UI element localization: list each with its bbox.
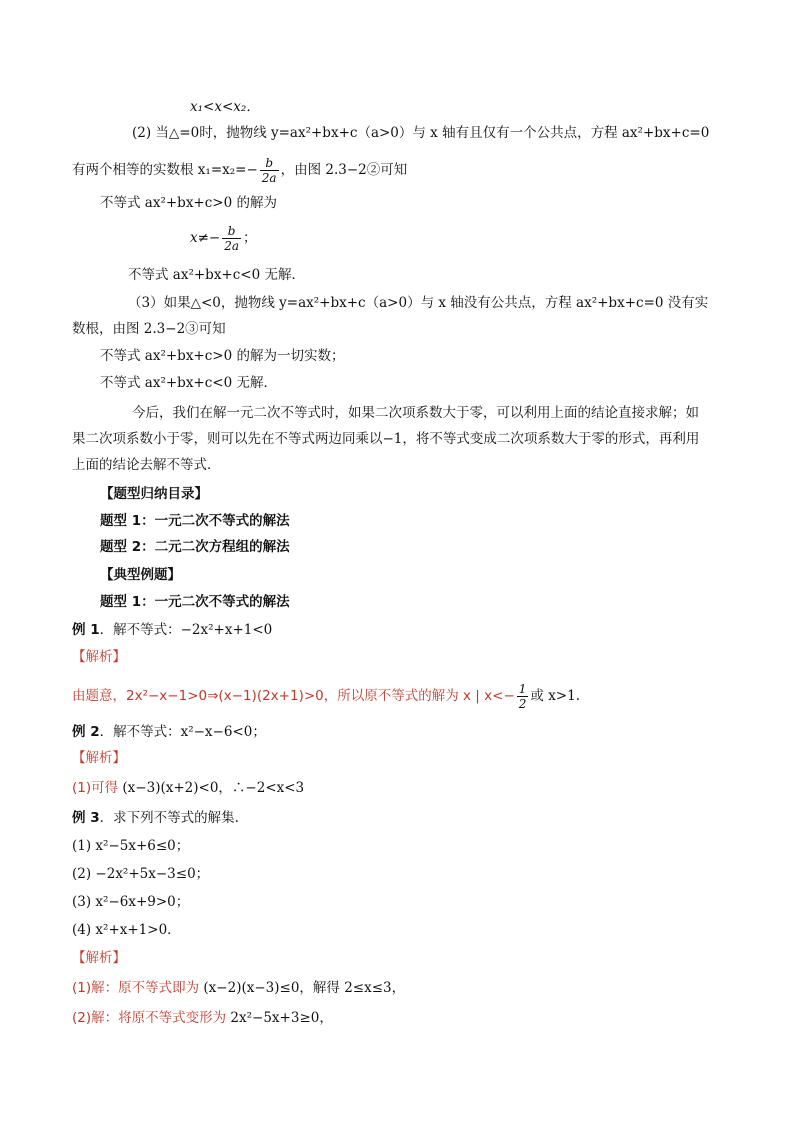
fraction: [517, 682, 529, 711]
text-line: 数根，由图 2.3−2③可知: [72, 321, 226, 337]
text-line: 不等式 ax²+bx+c>0 的解为: [100, 195, 277, 211]
text-span: (1)解：原不等式即为: [72, 980, 200, 996]
solution-tag: 【解析】: [72, 950, 126, 966]
solution-line: [72, 978, 405, 998]
section-heading: 题型 1：一元二次不等式的解法: [100, 594, 290, 610]
example-line: [72, 808, 239, 828]
text-span: 由题意，2x²−x−1>0⇒(x−1)(2x+1)>0，所以原不等式的解为 x | x<−: [72, 688, 515, 704]
solution-tag: 【解析】: [72, 750, 126, 766]
text-span: ，由图 2.3−2②可知: [280, 162, 408, 178]
text-span: 或 x>1.: [530, 688, 581, 704]
solution-line: [72, 1008, 333, 1028]
fraction: [222, 224, 241, 253]
text-span: ；: [243, 230, 257, 246]
text-span: x≠−: [190, 230, 221, 246]
example-text: ．解不等式：x²−x−6<0；: [99, 724, 266, 740]
example-text: ．求下列不等式的解集.: [99, 810, 239, 826]
example-label: 例 1: [72, 622, 100, 638]
text-span: 有两个相等的实数根 x₁=x₂=−: [72, 162, 258, 178]
section-heading: 题型 1：一元二次不等式的解法: [100, 513, 290, 529]
text-line: x₁<x<x₂．: [190, 99, 260, 115]
text-line: 不等式 ax²+bx+c<0 无解．: [100, 375, 277, 391]
example-line: [72, 722, 266, 742]
problem-item: (3) x²−6x+9>0；: [72, 894, 190, 910]
example-label: 例 2: [72, 724, 100, 740]
fraction: [260, 156, 279, 185]
text-line: [190, 224, 257, 253]
text-line: 果二次项系数小于零，则可以先在不等式两边同乘以−1，将不等式变成二次项系数大于零的形式，再利用: [72, 431, 700, 447]
text-line: 今后，我们在解一元二次不等式时，如果二次项系数大于零，可以利用上面的结论直接求解；如: [132, 405, 699, 421]
fraction-num: b: [222, 224, 241, 239]
text-span: (1)可得: [72, 780, 119, 796]
fraction-den: 2: [518, 697, 527, 711]
text-span: (2)解：将原不等式变形为: [72, 1010, 227, 1026]
fraction-num: 1: [518, 682, 527, 696]
text-line: 上面的结论去解不等式．: [72, 457, 221, 473]
solution-tag: 【解析】: [72, 649, 126, 665]
solution-line: [72, 682, 580, 711]
problem-item: (1) x²−5x+6≤0；: [72, 838, 190, 854]
solution-line: [72, 778, 304, 798]
example-line: [72, 620, 272, 640]
text-line: (2) 当△=0时，抛物线 y=ax²+bx+c（a>0）与 x 轴有且仅有一个公共点，方程 ax²+bx+c=0: [132, 125, 710, 141]
fraction-num: b: [260, 156, 279, 171]
fraction-den: 2a: [261, 171, 277, 185]
text-span: (x−2)(x−3)≤0，解得 2≤x≤3，: [199, 980, 406, 996]
text-line: [72, 156, 407, 185]
section-heading: 【题型归纳目录】: [100, 486, 208, 502]
fraction-den: 2a: [224, 239, 240, 253]
problem-item: (2) −2x²+5x−3≤0；: [72, 866, 210, 882]
text-line: 不等式 ax²+bx+c>0 的解为一切实数；: [100, 348, 345, 364]
text-span: 2x²−5x+3≥0，: [226, 1010, 333, 1026]
text-line: （3）如果△<0，抛物线 y=ax²+bx+c（a>0）与 x 轴没有公共点，方程 ax²+bx+c=0 没有实: [128, 295, 709, 311]
section-heading: 题型 2：二元二次方程组的解法: [100, 539, 290, 555]
section-heading: 【典型例题】: [100, 567, 181, 583]
text-span: (x−3)(x+2)<0，∴−2<x<3: [118, 780, 305, 796]
example-text: ．解不等式：−2x²+x+1<0: [99, 622, 273, 638]
example-label: 例 3: [72, 810, 100, 826]
problem-item: (4) x²+x+1>0．: [72, 922, 181, 938]
text-line: 不等式 ax²+bx+c<0 无解．: [128, 267, 305, 283]
